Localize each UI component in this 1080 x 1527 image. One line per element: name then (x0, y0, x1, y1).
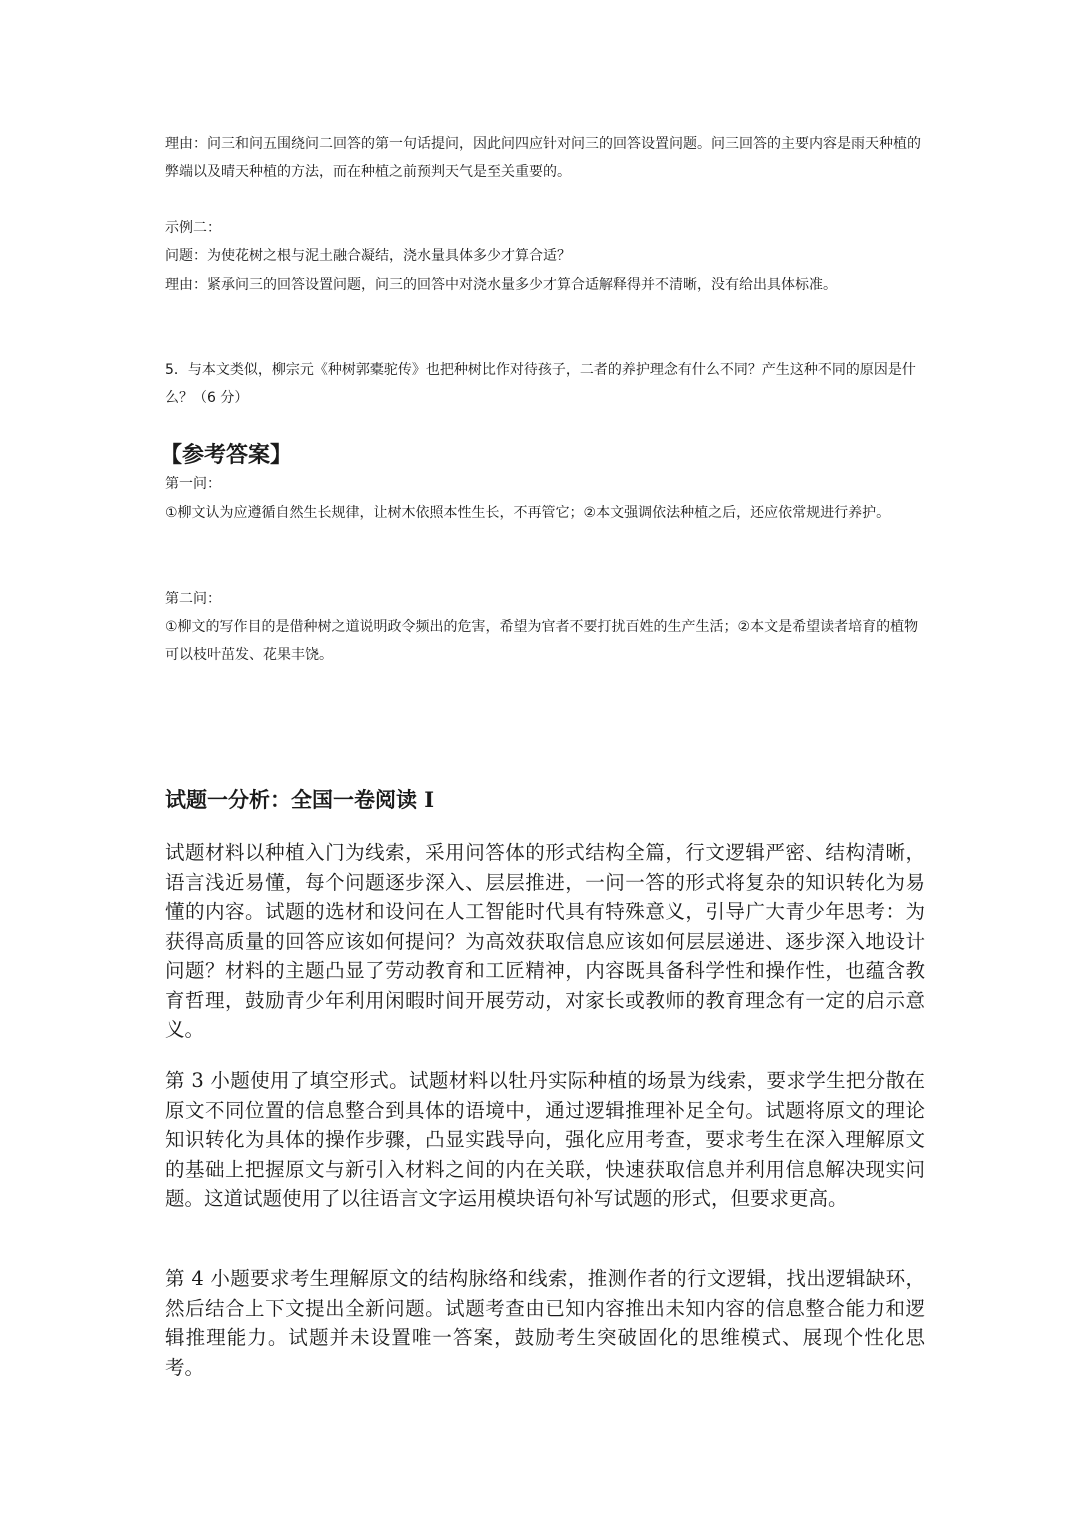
example-2-label: 示例二： (165, 220, 221, 236)
question-5: 5．与本文类似，柳宗元《种树郭橐驼传》也把种树比作对待孩子，二者的养护理念有什么不同？产生这种不同的原因是什么？（6 分） (165, 362, 916, 406)
answer-part1-text: ①柳文认为应遵循自然生长规律，让树木依照本性生长，不再管它；②本文强调依法种植之后，还应依常规进行养护。 (165, 505, 891, 521)
analysis-paragraph-3: 第 4 小题要求考生理解原文的结构脉络和线索，推测作者的行文逻辑，找出逻辑缺环，然后结合上下文提出全新问题。试题考查由已知内容推出未知内容的信息整合能力和逻辑推理能力。试题并未设置唯一答案，鼓励考生突破固化的思维模式、展现个性化思考。 (165, 1267, 925, 1379)
example-2-reason: 理由：紧承问三的回答设置问题，问三的回答中对浇水量多少才算合适解释得并不清晰，没有给出具体标准。 (165, 277, 837, 293)
analysis-title: 试题一分析：全国一卷阅读 I (165, 787, 435, 812)
answer-part1-label: 第一问： (165, 476, 221, 492)
analysis-paragraph-1: 试题材料以种植入门为线索，采用问答体的形式结构全篇，行文逻辑严密、结构清晰，语言浅近易懂，每个问题逐步深入、层层推进，一问一答的形式将复杂的知识转化为易懂的内容。试题的选材和设问在人工智能时代具有特殊意义，引导广大青少年思考：为获得高质量的回答应该如何提问？为高效获取信息应该如何层层递进、逐步深入地设计问题？材料的主题凸显了劳动教育和工匠精神，内容既具备科学性和操作性，也蕴含教育哲理，鼓励青少年利用闲暇时间开展劳动，对家长或教师的教育理念有一定的启示意义。 (165, 841, 925, 1041)
answer-part2-text: ①柳文的写作目的是借种树之道说明政令频出的危害，希望为官者不要打扰百姓的生产生活；②本文是希望读者培育的植物可以枝叶茁发、花果丰饶。 (165, 619, 919, 663)
reason-text-1: 理由：问三和问五围绕问二回答的第一句话提问，因此问四应针对问三的回答设置问题。问三回答的主要内容是雨天种植的弊端以及晴天种植的方法，而在种植之前预判天气是至关重要的。 (165, 136, 921, 180)
answer-heading: 【参考答案】 (160, 443, 293, 468)
answer-part2-label: 第二问： (165, 591, 221, 607)
example-2-question: 问题：为使花树之根与泥土融合凝结，浇水量具体多少才算合适？ (165, 248, 571, 264)
analysis-paragraph-2: 第 3 小题使用了填空形式。试题材料以牡丹实际种植的场景为线索，要求学生把分散在原文不同位置的信息整合到具体的语境中，通过逻辑推理补足全句。试题将原文的理论知识转化为具体的操作步骤，凸显实践导向，强化应用考查，要求考生在深入理解原文的基础上把握原文与新引入材料之间的内在关联，快速获取信息并利用信息解决现实问题。这道试题使用了以往语言文字运用模块语句补写试题的形式，但要求更高。 (165, 1069, 925, 1210)
